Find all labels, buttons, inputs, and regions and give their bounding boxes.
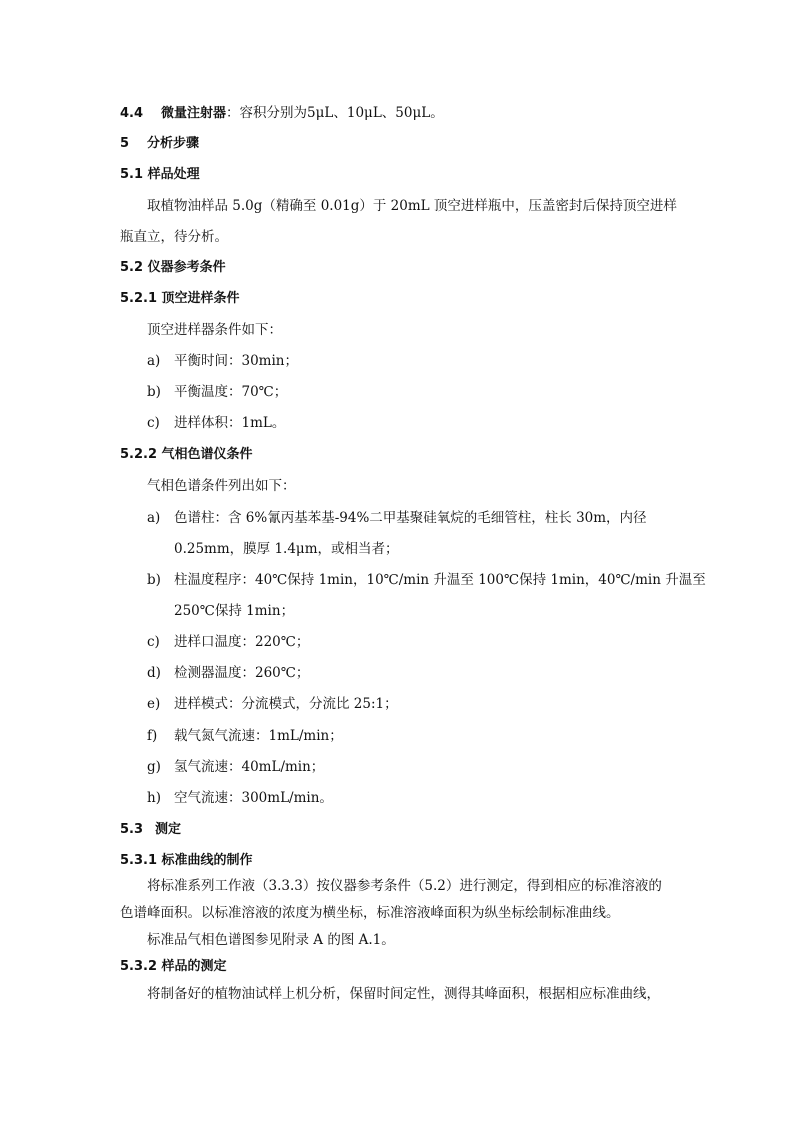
section-number: 5.3.2 (120, 959, 158, 974)
list-item (147, 727, 343, 745)
section-title: 仪器参考条件 (147, 260, 226, 275)
section-title: 微量注射器 (161, 106, 227, 121)
section-title: 样品处理 (147, 167, 200, 182)
section-4-4 (120, 104, 444, 123)
section-5-1 (120, 166, 200, 184)
paragraph-line: 瓶直立，待分析。 (120, 229, 228, 245)
list-text: 载气氮气流速：1mL/min； (174, 728, 343, 744)
list-item (147, 664, 309, 682)
section-title: 顶空进样条件 (161, 291, 240, 306)
section-number: 5.1 (120, 167, 144, 182)
section-title: 气相色谱仪条件 (161, 447, 253, 462)
section-number: 5.3.1 (120, 853, 158, 868)
list-marker: g) (147, 759, 161, 775)
section-number: 5 (120, 136, 130, 151)
section-5-2-2 (120, 446, 253, 464)
section-number: 5.3 (120, 822, 144, 837)
list-marker: e) (147, 696, 161, 712)
list-text: 色谱柱：含 6%氰丙基苯基-94%二甲基聚硅氧烷的毛细管柱，柱长 30m，内径 (174, 510, 647, 526)
section-title: 分析步骤 (147, 136, 200, 151)
paragraph-line: 色谱峰面积。以标准溶液的浓度为横坐标，标准溶液峰面积为纵坐标绘制标准曲线。 (120, 905, 620, 921)
section-5 (120, 135, 199, 153)
paragraph-line: 取植物油样品 5.0g（精确至 0.01g）于 20mL 顶空进样瓶中，压盖密封后保持顶空进样 (147, 198, 677, 214)
paragraph-line: 标准品气相色谱图参见附录 A 的图 A.1。 (147, 932, 395, 948)
section-title: 样品的测定 (161, 959, 227, 974)
list-marker: h) (147, 790, 161, 806)
section-5-2-1 (120, 290, 240, 308)
section-title: 测定 (155, 822, 182, 837)
list-text: 平衡时间：30min； (174, 353, 298, 369)
list-text: 柱温度程序：40℃保持 1min，10℃/min 升温至 100℃保持 1min，40℃/min 升温至 (174, 572, 706, 588)
list-item (147, 509, 647, 527)
list-text: 平衡温度：70℃； (174, 384, 288, 400)
list-item (147, 695, 398, 713)
list-text: 进样体积：1mL。 (174, 415, 286, 431)
list-text: 空气流速：300mL/min。 (174, 790, 333, 806)
list-item (147, 383, 287, 401)
list-text: 检测器温度：260℃； (174, 665, 310, 681)
section-number: 5.2 (120, 260, 144, 275)
list-marker: d) (147, 665, 161, 681)
section-5-3 (120, 821, 181, 839)
paragraph-line: 将标准系列工作液（3.3.3）按仪器参考条件（5.2）进行测定，得到相应的标准溶液的 (147, 878, 662, 894)
list-marker: f) (147, 728, 158, 744)
list-marker: a) (147, 353, 161, 369)
section-5-2 (120, 259, 226, 277)
section-number: 4.4 (120, 106, 144, 121)
list-marker: b) (147, 572, 161, 588)
paragraph-line: 顶空进样器条件如下： (147, 322, 282, 338)
list-text: 进样模式：分流模式，分流比 25:1； (174, 696, 398, 712)
section-title: 标准曲线的制作 (161, 853, 253, 868)
list-item-continuation: 0.25mm，膜厚 1.4μm，或相当者； (174, 541, 399, 557)
section-number: 5.2.1 (120, 291, 158, 306)
list-item-continuation: 250℃保持 1min； (174, 603, 295, 619)
list-item (147, 758, 324, 776)
list-item (147, 571, 706, 589)
list-item (147, 633, 309, 651)
list-item (147, 789, 333, 807)
list-text: 氢气流速：40mL/min； (174, 759, 325, 775)
list-marker: c) (147, 415, 160, 431)
section-5-3-1 (120, 852, 253, 870)
list-item (147, 352, 298, 370)
paragraph-line: 将制备好的植物油试样上机分析，保留时间定性，测得其峰面积，根据相应标准曲线， (147, 986, 660, 1002)
list-text: 进样口温度：220℃； (174, 634, 310, 650)
paragraph-line: 气相色谱条件列出如下： (147, 478, 296, 494)
section-number: 5.2.2 (120, 447, 158, 462)
section-5-3-2 (120, 958, 227, 976)
section-text: ：容积分别为5μL、10μL、50μL。 (226, 105, 444, 121)
list-marker: c) (147, 634, 160, 650)
list-marker: a) (147, 510, 161, 526)
list-item (147, 414, 285, 432)
list-marker: b) (147, 384, 161, 400)
